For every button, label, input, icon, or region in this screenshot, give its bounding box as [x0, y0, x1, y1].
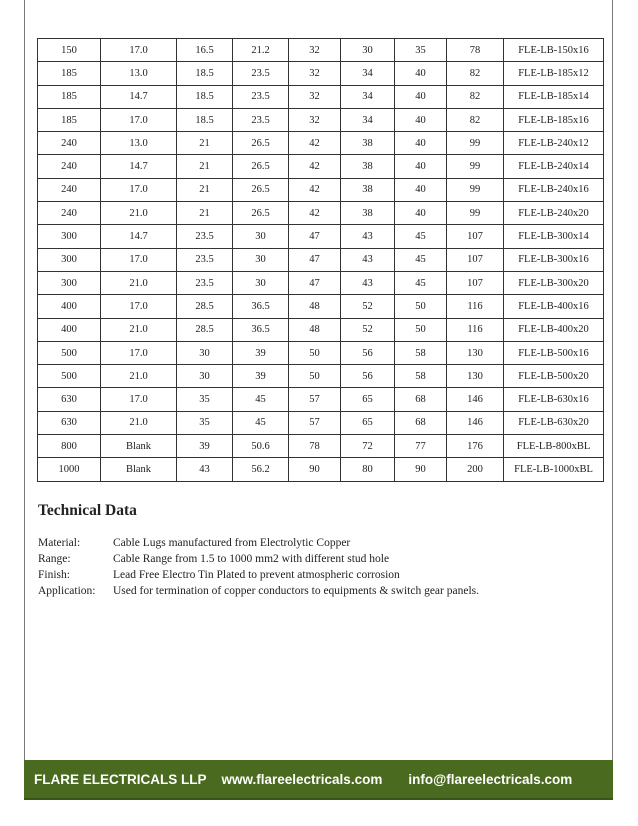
table-cell: 14.7 [101, 85, 177, 108]
table-cell: 17.0 [101, 39, 177, 62]
table-cell: 99 [447, 155, 504, 178]
table-cell: 240 [38, 178, 101, 201]
table-cell: 38 [341, 202, 395, 225]
table-cell: 30 [177, 341, 233, 364]
technical-item-label: Range: [38, 553, 71, 565]
table-cell: 32 [289, 85, 341, 108]
table-cell: 26.5 [233, 132, 289, 155]
table-cell: 28.5 [177, 318, 233, 341]
table-cell: 16.5 [177, 39, 233, 62]
table-row [38, 341, 604, 364]
table-cell: 300 [38, 271, 101, 294]
table-cell: 34 [341, 62, 395, 85]
table-cell: 13.0 [101, 132, 177, 155]
table-cell: 240 [38, 202, 101, 225]
table-cell: 39 [177, 435, 233, 458]
table-cell: 36.5 [233, 295, 289, 318]
table-cell: 14.7 [101, 225, 177, 248]
table-cell: FLE-LB-630x16 [504, 388, 604, 411]
table-cell: 23.5 [177, 225, 233, 248]
table-cell: 68 [395, 388, 447, 411]
technical-item-value: Used for termination of copper conductors to equipments & switch gear panels. [113, 585, 479, 597]
table-cell: 23.5 [177, 248, 233, 271]
table-cell: 77 [395, 435, 447, 458]
table-cell: FLE-LB-400x16 [504, 295, 604, 318]
table-cell: 23.5 [177, 271, 233, 294]
table-cell: 14.7 [101, 155, 177, 178]
table-cell: 80 [341, 458, 395, 481]
table-cell: FLE-LB-185x14 [504, 85, 604, 108]
table-cell: 58 [395, 341, 447, 364]
technical-item-range [38, 551, 479, 567]
table-cell: 35 [177, 388, 233, 411]
table-cell: 400 [38, 295, 101, 318]
table-cell: 185 [38, 108, 101, 131]
table-cell: 17.0 [101, 108, 177, 131]
table-cell: 23.5 [233, 85, 289, 108]
table-cell: 65 [341, 411, 395, 434]
table-row [38, 271, 604, 294]
footer-bar [24, 760, 613, 800]
table-cell: 34 [341, 108, 395, 131]
table-cell: 630 [38, 411, 101, 434]
table-cell: 107 [447, 271, 504, 294]
table-cell: 300 [38, 225, 101, 248]
spec-table-body [38, 39, 604, 482]
table-cell: 42 [289, 132, 341, 155]
table-cell: 30 [177, 365, 233, 388]
table-cell: 146 [447, 388, 504, 411]
table-cell: 18.5 [177, 85, 233, 108]
table-cell: 500 [38, 341, 101, 364]
table-cell: 500 [38, 365, 101, 388]
table-cell: 58 [395, 365, 447, 388]
table-row [38, 155, 604, 178]
table-cell: 21.0 [101, 202, 177, 225]
table-cell: FLE-LB-300x14 [504, 225, 604, 248]
technical-data-list [38, 535, 479, 599]
table-row [38, 411, 604, 434]
table-cell: Blank [101, 458, 177, 481]
table-cell: 43 [341, 248, 395, 271]
technical-item-label: Finish: [38, 569, 70, 581]
table-cell: 107 [447, 225, 504, 248]
table-cell: FLE-LB-185x12 [504, 62, 604, 85]
table-cell: 43 [341, 271, 395, 294]
table-cell: 45 [395, 271, 447, 294]
table-cell: 72 [341, 435, 395, 458]
table-cell: 630 [38, 388, 101, 411]
table-cell: 185 [38, 85, 101, 108]
table-cell: 50.6 [233, 435, 289, 458]
technical-item-label: Application: [38, 585, 96, 597]
table-cell: 43 [341, 225, 395, 248]
table-cell: 21.0 [101, 365, 177, 388]
table-row [38, 85, 604, 108]
table-cell: 42 [289, 178, 341, 201]
table-cell: 240 [38, 155, 101, 178]
technical-item-material [38, 535, 479, 551]
table-cell: 38 [341, 132, 395, 155]
table-cell: 99 [447, 132, 504, 155]
table-cell: 40 [395, 108, 447, 131]
table-cell: 90 [395, 458, 447, 481]
table-cell: 50 [289, 365, 341, 388]
table-cell: 78 [289, 435, 341, 458]
table-cell: 21.0 [101, 271, 177, 294]
table-cell: 99 [447, 202, 504, 225]
table-cell: 34 [341, 85, 395, 108]
table-cell: FLE-LB-240x14 [504, 155, 604, 178]
table-cell: 21 [177, 202, 233, 225]
website-link[interactable]: www.flareelectricals.com [221, 771, 383, 787]
table-row [38, 318, 604, 341]
table-cell: 150 [38, 39, 101, 62]
table-cell: 23.5 [233, 62, 289, 85]
table-cell: 48 [289, 295, 341, 318]
table-cell: 30 [233, 271, 289, 294]
table-cell: 130 [447, 365, 504, 388]
table-cell: 65 [341, 388, 395, 411]
table-cell: FLE-LB-240x12 [504, 132, 604, 155]
table-cell: 21.0 [101, 411, 177, 434]
table-cell: FLE-LB-240x20 [504, 202, 604, 225]
table-cell: 17.0 [101, 178, 177, 201]
table-cell: 45 [233, 388, 289, 411]
company-name: FLARE ELECTRICALS LLP [34, 771, 207, 787]
table-cell: 17.0 [101, 341, 177, 364]
table-cell: 28.5 [177, 295, 233, 318]
technical-item-value: Cable Lugs manufactured from Electrolytic Copper [113, 537, 351, 549]
table-cell: 30 [341, 39, 395, 62]
table-cell: 56 [341, 365, 395, 388]
table-cell: 82 [447, 108, 504, 131]
table-cell: FLE-LB-240x16 [504, 178, 604, 201]
table-cell: FLE-LB-300x16 [504, 248, 604, 271]
table-cell: 800 [38, 435, 101, 458]
table-cell: 26.5 [233, 155, 289, 178]
table-cell: 99 [447, 178, 504, 201]
table-row [38, 295, 604, 318]
table-cell: 240 [38, 132, 101, 155]
table-cell: 35 [177, 411, 233, 434]
table-cell: 400 [38, 318, 101, 341]
table-cell: 32 [289, 39, 341, 62]
table-cell: 21 [177, 178, 233, 201]
table-cell: 52 [341, 295, 395, 318]
technical-item-value: Cable Range from 1.5 to 1000 mm2 with different stud hole [113, 553, 390, 565]
table-cell: 176 [447, 435, 504, 458]
technical-item-application [38, 583, 479, 599]
table-cell: 32 [289, 62, 341, 85]
table-cell: 45 [395, 248, 447, 271]
table-cell: 21.2 [233, 39, 289, 62]
table-cell: FLE-LB-500x20 [504, 365, 604, 388]
table-cell: 40 [395, 178, 447, 201]
table-cell: 26.5 [233, 178, 289, 201]
table-cell: 47 [289, 225, 341, 248]
table-row [38, 248, 604, 271]
table-cell: 17.0 [101, 295, 177, 318]
table-cell: 185 [38, 62, 101, 85]
table-cell: 300 [38, 248, 101, 271]
table-row [38, 435, 604, 458]
table-cell: 21 [177, 155, 233, 178]
table-cell: 82 [447, 62, 504, 85]
cable-lug-spec-table [37, 38, 604, 482]
table-cell: 1000 [38, 458, 101, 481]
table-cell: 18.5 [177, 62, 233, 85]
table-cell: 56 [341, 341, 395, 364]
table-row [38, 39, 604, 62]
table-cell: 40 [395, 85, 447, 108]
table-cell: FLE-LB-400x20 [504, 318, 604, 341]
table-cell: 21 [177, 132, 233, 155]
table-cell: FLE-LB-1000xBL [504, 458, 604, 481]
table-cell: FLE-LB-500x16 [504, 341, 604, 364]
table-row [38, 202, 604, 225]
table-cell: 68 [395, 411, 447, 434]
table-cell: 130 [447, 341, 504, 364]
table-cell: 38 [341, 178, 395, 201]
table-cell: FLE-LB-185x16 [504, 108, 604, 131]
email-link[interactable]: info@flareelectricals.com [408, 771, 573, 787]
table-cell: 78 [447, 39, 504, 62]
table-cell: 18.5 [177, 108, 233, 131]
table-cell: 200 [447, 458, 504, 481]
table-cell: 40 [395, 155, 447, 178]
table-cell: 48 [289, 318, 341, 341]
table-row [38, 225, 604, 248]
table-cell: 17.0 [101, 388, 177, 411]
table-row [38, 458, 604, 481]
table-cell: 50 [395, 318, 447, 341]
table-cell: Blank [101, 435, 177, 458]
table-row [38, 365, 604, 388]
table-cell: 21.0 [101, 318, 177, 341]
table-cell: 17.0 [101, 248, 177, 271]
table-cell: FLE-LB-300x20 [504, 271, 604, 294]
table-cell: 82 [447, 85, 504, 108]
table-cell: 38 [341, 155, 395, 178]
table-cell: 45 [233, 411, 289, 434]
table-cell: 40 [395, 132, 447, 155]
table-cell: 57 [289, 411, 341, 434]
table-cell: 39 [233, 365, 289, 388]
table-cell: 56.2 [233, 458, 289, 481]
technical-item-label: Material: [38, 537, 81, 549]
table-cell: 36.5 [233, 318, 289, 341]
table-cell: 42 [289, 155, 341, 178]
table-cell: 30 [233, 225, 289, 248]
table-row [38, 132, 604, 155]
table-cell: 146 [447, 411, 504, 434]
table-cell: 32 [289, 108, 341, 131]
table-cell: 47 [289, 248, 341, 271]
table-cell: 107 [447, 248, 504, 271]
table-cell: 50 [395, 295, 447, 318]
table-cell: 90 [289, 458, 341, 481]
table-cell: 40 [395, 62, 447, 85]
table-cell: 39 [233, 341, 289, 364]
table-cell: 35 [395, 39, 447, 62]
table-cell: 52 [341, 318, 395, 341]
table-row [38, 388, 604, 411]
table-cell: FLE-LB-150x16 [504, 39, 604, 62]
table-cell: 23.5 [233, 108, 289, 131]
table-cell: 47 [289, 271, 341, 294]
table-cell: 42 [289, 202, 341, 225]
technical-item-finish [38, 567, 479, 583]
technical-data-heading: Technical Data [38, 502, 137, 519]
table-row [38, 108, 604, 131]
table-row [38, 178, 604, 201]
table-cell: 30 [233, 248, 289, 271]
table-cell: 40 [395, 202, 447, 225]
table-cell: 50 [289, 341, 341, 364]
technical-item-value: Lead Free Electro Tin Plated to prevent atmospheric corrosion [113, 569, 400, 581]
table-cell: 45 [395, 225, 447, 248]
table-cell: FLE-LB-800xBL [504, 435, 604, 458]
table-cell: 13.0 [101, 62, 177, 85]
table-cell: 116 [447, 295, 504, 318]
table-cell: 43 [177, 458, 233, 481]
table-cell: 26.5 [233, 202, 289, 225]
table-row [38, 62, 604, 85]
table-cell: FLE-LB-630x20 [504, 411, 604, 434]
table-cell: 116 [447, 318, 504, 341]
table-cell: 57 [289, 388, 341, 411]
